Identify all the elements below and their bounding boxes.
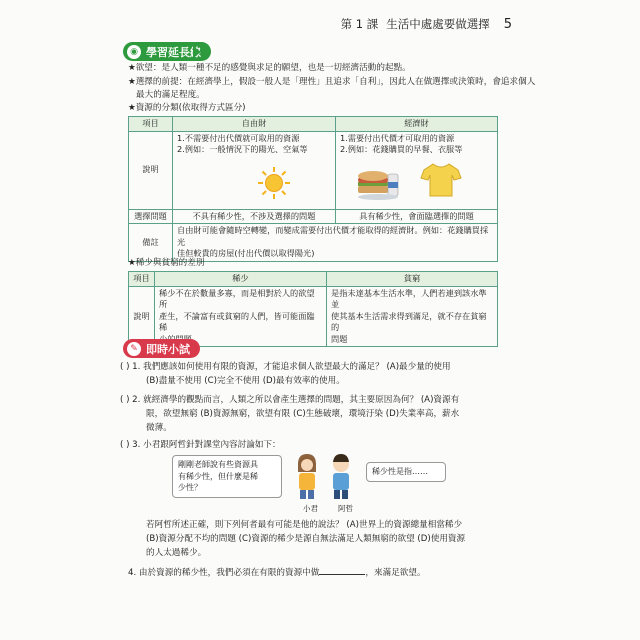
question-2-line: 微薄。 <box>146 423 172 433</box>
note-cell <box>173 224 498 262</box>
question-3-line: 若阿哲所述正確，則下列何者最有可能是他的說法？ (A)世界上的資源總量相當稀少 <box>146 520 463 530</box>
speech-bubble-left <box>172 455 282 498</box>
page-number: 5 <box>503 17 512 32</box>
row-label: 說明 <box>129 131 173 209</box>
badge-tail <box>190 343 198 355</box>
free-goods-cell <box>173 131 336 209</box>
table-header: 稀少 <box>155 272 327 287</box>
row-label: 備註 <box>129 224 173 262</box>
free-goods-line: 1.不需要付出代價就可取用的資源 <box>177 132 300 143</box>
scarcity-poverty-table <box>128 271 498 347</box>
economic-goods-choice-cell: 具有稀少性，會面臨選擇的問題 <box>336 209 498 224</box>
question-4-suffix: ，來滿足欲望。 <box>365 568 426 578</box>
question-2-line: 限，欲望無窮 (B)資源無窮，欲望有限 (C)生態破壞，環境汙染 (D)失業率高，薪水 <box>146 409 460 419</box>
tshirt-icon <box>420 162 462 198</box>
page-header <box>341 16 512 32</box>
question-3-intro: ( ) 3. 小君跟阿哲針對課堂內容討論如下： <box>120 440 281 450</box>
table-header: 經濟財 <box>336 117 498 132</box>
lesson-title: 生活中處處要做選擇 <box>386 17 490 31</box>
sun-icon <box>257 166 291 200</box>
row-label: 選擇問題 <box>129 209 173 224</box>
note-line: 自由財可能會隨時空轉變，而變成需要付出代價才能取得的經濟財。例如：花錢購買採光 <box>177 225 489 247</box>
question-3-line: (B)資源分配不均的問題 (C)資源的稀少是源自無法滿足人類無窮的欲望 (D)使用資源 <box>146 534 466 544</box>
economic-goods-line: 2.例如：花錢購買的早餐、衣服等 <box>340 144 463 154</box>
row-label: 說明 <box>129 286 155 347</box>
book-icon: ◉ <box>127 45 141 59</box>
lesson-number: 第 1 課 <box>340 17 379 31</box>
resource-table <box>128 116 498 262</box>
economic-goods-line: 1.需要付出代價才可取用的資源 <box>340 132 455 143</box>
table-header: 項目 <box>129 272 155 287</box>
quick-quiz-badge <box>123 339 200 358</box>
scarcity-line: 產生，不論富有或貧窮的人們，皆可能面臨稀 <box>159 310 315 332</box>
poverty-line: 使其基本生活需求得到滿足，就不存在貧窮的 <box>331 310 487 332</box>
table-header: 自由財 <box>173 117 336 132</box>
poverty-cell <box>327 286 498 347</box>
resource-classification-title: ★資源的分類(依取得方式區分) <box>128 103 246 113</box>
answer-blank[interactable] <box>319 566 365 575</box>
question-3-line: 的人太過稀少。 <box>146 548 207 558</box>
speech-line: 少性？ <box>178 483 202 492</box>
economic-goods-cell <box>336 131 498 209</box>
speech-line: 有稀少性，但什麼是稀 <box>178 471 258 481</box>
badge-label: 即時小試 <box>146 342 190 356</box>
speech-line: 剛剛老師說有些資源具 <box>178 460 258 469</box>
table-header: 貧窮 <box>327 272 498 287</box>
question-4-prefix: 4. 由於資源的稀少性，我們必須在有限的資源中做 <box>128 568 320 578</box>
badge-label: 學習延長線 <box>146 45 201 59</box>
definition-choice-cont: 最大的滿足程度。 <box>136 90 205 100</box>
students-illustration <box>290 452 360 500</box>
pencil-icon: ✎ <box>127 342 141 356</box>
kid-name-xiaojun: 小君 <box>303 504 318 513</box>
table-header: 項目 <box>129 117 173 132</box>
definition-desire: ★欲望：是人類一種不足的感覺與求足的願望，也是一切經濟活動的起點。 <box>128 63 411 73</box>
question-4 <box>128 566 426 580</box>
poverty-line: 問題 <box>331 333 348 344</box>
free-goods-choice-cell: 不具有稀少性，不涉及選擇的問題 <box>173 209 336 224</box>
question-2-line: ( ) 2. 就經濟學的觀點而言，人類之所以會產生選擇的問題，其主要原因為何？ (A)資源有 <box>120 395 460 405</box>
note-line: 佳但較貴的房屋(付出代價以取得陽光) <box>177 248 315 258</box>
kid-name-azhe: 阿哲 <box>338 504 353 513</box>
badge-tail <box>193 46 201 58</box>
scarcity-line: 稀少不在於數量多寡，而是相對於人的欲望所 <box>159 287 315 309</box>
definition-choice: ★選擇的前提：在經濟學上，假設一般人是「理性」且追求「自利」，因此人在做選擇或決策時，會追求個人 <box>128 77 536 87</box>
speech-bubble-right: 稀少性是指…… <box>366 462 446 482</box>
question-1-line: (B)盡量不使用 (C)完全不使用 (D)最有效率的使用。 <box>146 376 345 386</box>
scarcity-cell <box>155 286 327 347</box>
scarcity-poverty-title: ★稀少與貧窮的差別 <box>128 258 205 268</box>
poverty-line: 是指未達基本生活水準，人們若連到該水準並 <box>331 287 487 309</box>
free-goods-line: 2.例如：一般情況下的陽光、空氣等 <box>177 144 308 154</box>
breakfast-icon <box>356 168 402 202</box>
question-1-line: ( ) 1. 我們應該如何使用有限的資源，才能追求個人欲望最大的滿足？ (A)最少量的使用 <box>120 362 451 372</box>
